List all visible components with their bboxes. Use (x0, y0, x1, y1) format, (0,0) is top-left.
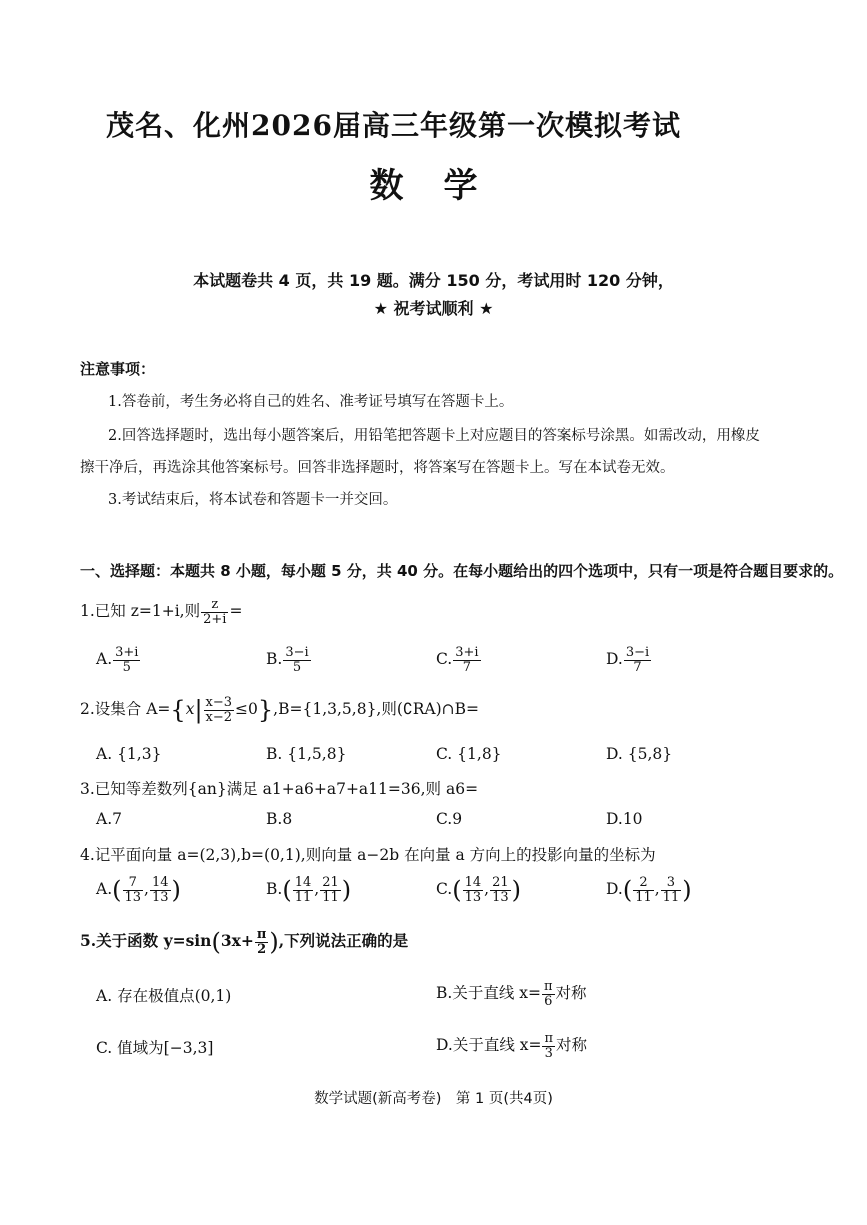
page-footer: 数学试题(新高考卷) 第 1 页(共4页) (314, 1091, 553, 1107)
section-heading: 一、选择题：本题共 8 小题，每小题 5 分，共 40 分。在每小题给出的四个选项中，只有一项是符合题目要求的。 (80, 562, 844, 580)
blessing-line: ★ 祝考试顺利 ★ (373, 299, 494, 318)
q1-frac-num: z (201, 598, 228, 613)
notes-heading: 注意事项： (80, 360, 156, 378)
q2-option-d: D. {5,8} (606, 745, 673, 763)
q4-option-b: B.( $\frac{14}{11}$ , $\frac{21}{11}$ ) (266, 875, 352, 905)
q1-option-d: D. $\frac{3-i}{7}$ (606, 645, 650, 675)
q2-option-b: B. {1,5,8} (266, 745, 347, 763)
q4-option-d: D.( $\frac{2}{11}$ , $\frac{3}{11}$ ) (606, 875, 692, 905)
q5-option-c: C. 值域为[−3,3] (96, 1039, 214, 1057)
q3-option-d: D.10 (606, 810, 643, 828)
q3-option-c: C.9 (436, 810, 463, 828)
exam-info: 本试题卷共 4 页，共 19 题。满分 150 分，考试用时 120 分钟， (193, 271, 674, 290)
q4-option-a: A.( $\frac{7}{13}$ , $\frac{14}{13}$ ) (96, 875, 181, 905)
question-2: 2.设集合 A={x| $\frac{x-3}{x-2}$ ≤0},B={1,3,5,8},则(∁RA)∩B= (80, 695, 480, 725)
q1-option-b: B. $\frac{3-i}{5}$ (266, 645, 309, 675)
question-5: 5.关于函数 y=sin(3x+ $\frac{\pi}{2}$ ),下列说法正确的是 (80, 927, 409, 957)
q1-option-c: C. $\frac{3+i}{7}$ (436, 645, 479, 675)
q5-option-a: A. 存在极值点(0,1) (96, 987, 232, 1005)
note-2: 2.回答选择题时，选出每小题答案后，用铅笔把答题卡上对应题目的答案标号涂黑。如需改动，用橡皮 (108, 428, 760, 444)
note-3: 3.考试结束后，将本试卷和答题卡一并交回。 (108, 492, 398, 508)
q5-option-d: D.关于直线 x= $\frac{\pi}{3}$ 对称 (436, 1031, 588, 1061)
q2-option-a: A. {1,3} (96, 745, 162, 763)
note-1: 1.答卷前，考生务必将自己的姓名、准考证号填写在答题卡上。 (108, 394, 514, 410)
question-3: 3.已知等差数列{an}满足 a1+a6+a7+a11=36,则 a6= (80, 780, 479, 798)
q3-option-a: A.7 (96, 810, 122, 828)
q2-fraction: $\frac{x-3}{x-2}$ (205, 695, 233, 725)
q3-option-b: B.8 (266, 810, 293, 828)
q1-fraction (201, 598, 228, 626)
q4-option-c: C.( $\frac{14}{13}$ , $\frac{21}{13}$ ) (436, 875, 522, 905)
subject-title: 数学 (369, 166, 518, 206)
note-2-cont: 擦干净后，再选涂其他答案标号。回答非选择题时，将答案写在答题卡上。写在本试卷无效。 (80, 460, 675, 476)
question-4: 4.记平面向量 a=(2,3),b=(0,1),则向量 a−2b 在向量 a 方向上的投影向量的坐标为 (80, 846, 656, 864)
q5-option-b: B.关于直线 x= $\frac{\pi}{6}$ 对称 (436, 979, 587, 1009)
q1-frac-den: 2+i (203, 611, 227, 627)
exam-title: 茂名、化州2026届高三年级第一次模拟考试 (106, 109, 681, 142)
q2-option-c: C. {1,8} (436, 745, 502, 763)
q2-set-var: x (185, 700, 195, 719)
q1-suffix: = (229, 602, 243, 621)
q1-option-a: A. $\frac{3+i}{5}$ (96, 645, 139, 675)
q1-prefix: 1.已知 z=1+i,则 (80, 602, 201, 621)
question-1 (80, 598, 242, 626)
